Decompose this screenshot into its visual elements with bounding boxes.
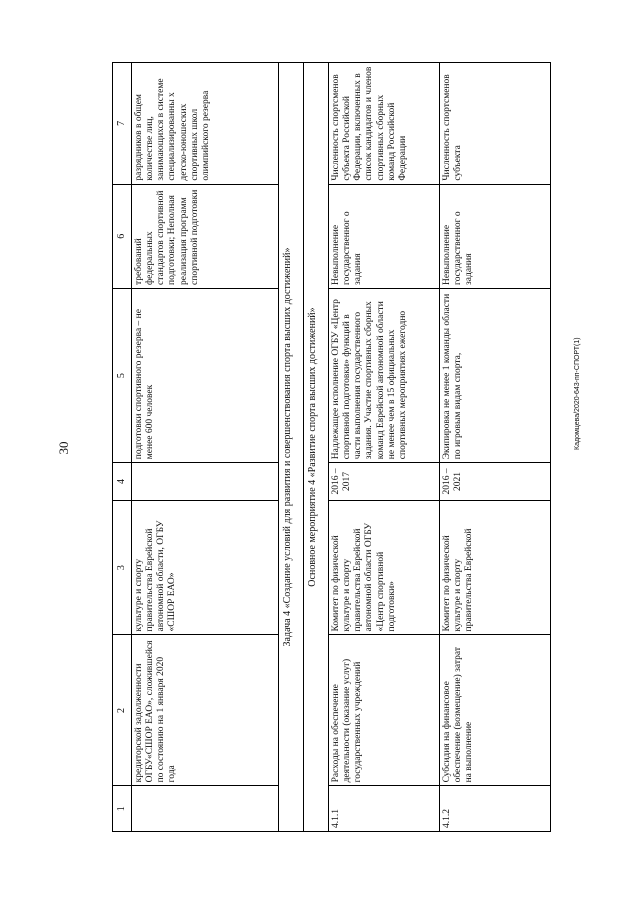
table-row [328, 63, 439, 832]
consequence: Невыполнение государственног о задания [328, 184, 439, 288]
consequence: Невыполнение государственног о задания [439, 184, 550, 288]
expected-result: Надлежащее исполнение ОГБУ «Центр спортивной подготовки» функций в части выполнения государственного задания. Участие спортивных сборных команд Еврейской автономной области не менее чем в 15 официальных спортивных мероприятиях ежегодно [328, 288, 439, 462]
consequence: требований федеральных стандартов спортивной подготовки; Неполная реализация программ спортивной подготовки [131, 184, 278, 288]
page-number: 30 [56, 441, 71, 455]
table-header-row [113, 63, 132, 832]
indicator: разрядников в общем количестве лиц, занимающихся в системе специализированны х детско-юношеских спортивных школ олимпийского резерва [131, 63, 278, 185]
executor: Комитет по физической культуре и спорту правительства Еврейской автономной области ОГБУ «Центр спортивной подготовки» [328, 500, 439, 635]
row-number [131, 786, 278, 832]
task-title: Задача 4 «Создание условий для развития и совершенствования спорта высших достижений» [278, 63, 303, 832]
document-footer-code: Кадомцева/2020-643-пп-СПОРТ(1) [574, 337, 581, 450]
indicator: Численность спортсменов субъекта Российской Федерации, включенных в список кандидатов и членов спортивных сборных команд Российской Федерации [328, 63, 439, 185]
header-col-6: 6 [113, 184, 132, 288]
measure-group-row [303, 63, 328, 832]
term [131, 463, 278, 500]
indicator: Численность спортсменов субъекта [439, 63, 550, 185]
rotated-table-container [112, 62, 586, 832]
table-row [131, 63, 278, 832]
row-number: 4.1.2 [439, 786, 550, 832]
term: 2016 – 2021 [439, 463, 550, 500]
executor: Комитет по физической культуре и спорту правительства Еврейской [439, 500, 550, 635]
measure-name: кредиторской задолженности ОГБУ«СШОР ЕАО», сложившейся по состоянию на 1 января 2020 года [131, 635, 278, 786]
expected-result: подготовки спортивного резерва – не менее 600 человек [131, 288, 278, 462]
executor: культуре и спорту правительства Еврейской автономной области, ОГБУ «СШОР ЕАО» [131, 500, 278, 635]
task-row [278, 63, 303, 832]
header-col-2: 2 [113, 635, 132, 786]
expected-result: Экипировка не менее 1 команды области по игровым видам спорта, [439, 288, 550, 462]
row-number: 4.1.1 [328, 786, 439, 832]
term: 2016 – 2017 [328, 463, 439, 500]
table-row [439, 63, 550, 832]
header-col-7: 7 [113, 63, 132, 185]
header-col-5: 5 [113, 288, 132, 462]
measure-name: Расходы на обеспечение деятельности (оказание услуг) государственных учреждений [328, 635, 439, 786]
measure-group-title: Основное мероприятие 4 «Развитие спорта высших достижений» [303, 63, 328, 832]
program-measures-table [112, 62, 551, 832]
header-col-4: 4 [113, 463, 132, 500]
header-col-3: 3 [113, 500, 132, 635]
header-col-1: 1 [113, 786, 132, 832]
measure-name: Субсидия на финансовое обеспечение (возмещение) затрат на выполнение [439, 635, 550, 786]
